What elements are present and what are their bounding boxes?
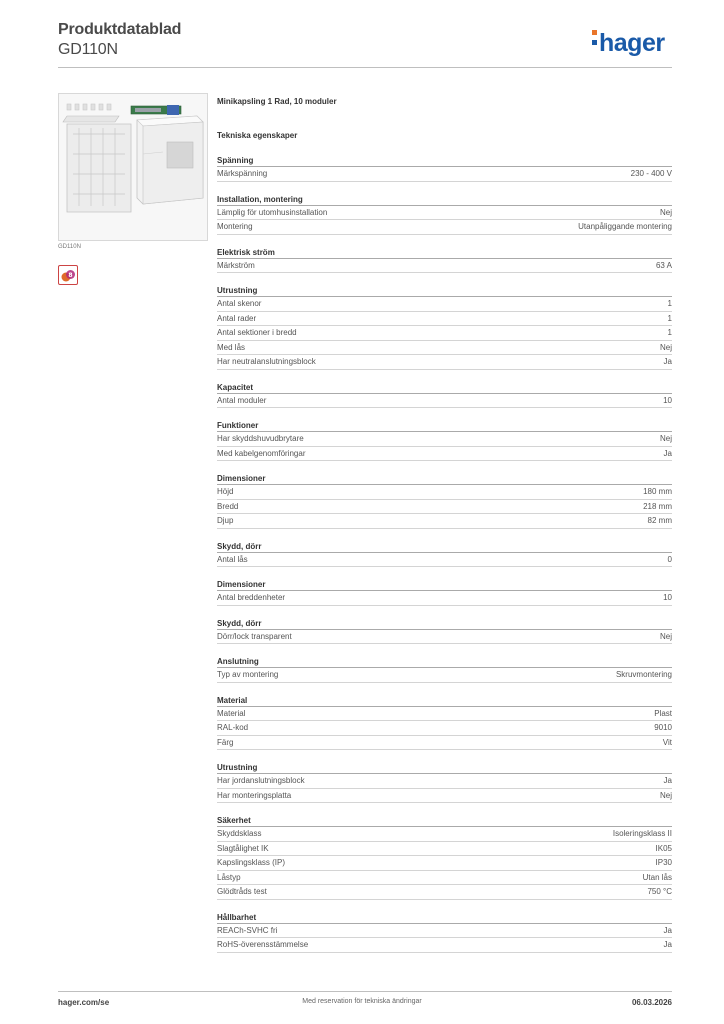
spec-value: Ja (663, 776, 672, 785)
spec-value: 1 (667, 313, 672, 323)
spec-label: Typ av montering (217, 670, 279, 679)
spec-group-title: Utrustning (217, 285, 672, 297)
spec-label: Har skyddshuvudbrytare (217, 434, 304, 443)
spec-label: Låstyp (217, 872, 241, 882)
spec-group (217, 618, 672, 645)
document-title: Produktdatablad (58, 21, 182, 38)
spec-value: Nej (659, 790, 672, 800)
spec-group-title: Material (217, 695, 672, 707)
spec-group-title: Skydd, dörr (217, 541, 672, 553)
technical-specifications (217, 95, 672, 953)
product-name: Minikapsling 1 Rad, 10 moduler (217, 97, 337, 106)
spec-group (217, 382, 672, 409)
spec-group-title: Dimensioner (217, 473, 672, 485)
spec-group-title: Spänning (217, 155, 672, 167)
spec-row (217, 355, 672, 370)
spec-value: Ja (663, 925, 672, 935)
spec-label: Djup (217, 516, 234, 525)
spec-value: 750 °C (647, 887, 672, 896)
spec-value: 218 mm (643, 501, 672, 511)
spec-group (217, 420, 672, 461)
spec-label: Har jordanslutningsblock (217, 776, 305, 785)
spec-label: Material (217, 708, 246, 718)
spec-row (217, 924, 672, 939)
spec-value: 230 - 400 V (630, 169, 672, 178)
spec-label: Färg (217, 737, 234, 747)
spec-label: Glödtråds test (217, 887, 267, 896)
spec-row (217, 326, 672, 341)
spec-row (217, 297, 672, 312)
spec-group (217, 579, 672, 606)
spec-group-title: Utrustning (217, 762, 672, 774)
spec-group (217, 695, 672, 751)
spec-group-title: Skydd, dörr (217, 618, 672, 630)
spec-group-title: Installation, montering (217, 194, 672, 206)
spec-value: Ja (663, 357, 672, 366)
spec-label: RoHS-överensstämmelse (217, 940, 309, 949)
spec-value: Vit (662, 737, 672, 747)
spec-label: Har monteringsplatta (217, 790, 292, 800)
spec-row (217, 668, 672, 683)
spec-value: 1 (667, 299, 672, 308)
hager-logo (592, 26, 665, 58)
spec-value: Plast (654, 708, 672, 718)
spec-label: Höjd (217, 487, 234, 496)
spec-value: Isoleringsklass II (612, 829, 672, 838)
product-image (58, 93, 208, 241)
spec-row (217, 432, 672, 447)
spec-value: 1 (667, 328, 672, 337)
spec-value: Nej (659, 434, 672, 443)
spec-value: Utan lås (642, 872, 672, 882)
spec-label: Antal lås (217, 554, 248, 564)
spec-group (217, 762, 672, 803)
spec-row (217, 721, 672, 736)
footer-website: hager.com/se (58, 998, 110, 1007)
spec-label: Märkspänning (217, 169, 268, 178)
enclosure-illustration-icon (59, 94, 207, 240)
logo-dots-icon (592, 25, 598, 50)
spec-label: REACh-SVHC fri (217, 925, 278, 935)
spec-group-title: Elektrisk ström (217, 247, 672, 259)
header-divider (58, 67, 672, 68)
spec-value: Ja (663, 448, 672, 458)
spec-row (217, 167, 672, 182)
spec-label: Kapslingsklass (IP) (217, 858, 286, 867)
spec-row (217, 827, 672, 842)
spec-group-title: Säkerhet (217, 815, 672, 827)
spec-value: Skruvmontering (615, 670, 672, 679)
spec-value: 9010 (654, 723, 672, 732)
spec-row (217, 707, 672, 722)
spec-row (217, 553, 672, 568)
spec-row (217, 591, 672, 606)
spec-group (217, 815, 672, 900)
halogen-free-icon (59, 266, 77, 284)
spec-label: Med lås (217, 342, 246, 352)
spec-value: 0 (667, 554, 672, 564)
spec-value: 82 mm (647, 516, 672, 525)
spec-label: Bredd (217, 501, 239, 511)
spec-row (217, 856, 672, 871)
spec-row (217, 630, 672, 645)
footer-disclaimer: Med reservation för tekniska ändringar (302, 998, 422, 1005)
spec-row (217, 220, 672, 235)
spec-label: Märkström (217, 260, 255, 270)
spec-label: Antal sektioner i bredd (217, 328, 297, 337)
spec-group-title: Hållbarhet (217, 912, 672, 924)
spec-row (217, 485, 672, 500)
spec-row (217, 514, 672, 529)
spec-row (217, 341, 672, 356)
spec-row (217, 885, 672, 900)
spec-label: Montering (217, 222, 253, 231)
spec-value: Utanpåliggande montering (578, 222, 672, 231)
spec-group (217, 473, 672, 529)
spec-label: RAL-kod (217, 723, 249, 732)
spec-row (217, 259, 672, 274)
spec-value: Nej (659, 631, 672, 641)
spec-label: Antal rader (217, 313, 257, 323)
spec-group (217, 285, 672, 370)
spec-group (217, 194, 672, 235)
spec-heading: Tekniska egenskaper (217, 131, 298, 140)
spec-group (217, 912, 672, 953)
spec-value: 10 (663, 593, 672, 602)
spec-label: Med kabelgenomföringar (217, 448, 306, 458)
spec-value: Nej (659, 342, 672, 352)
spec-row (217, 447, 672, 462)
spec-row (217, 312, 672, 327)
spec-label: Lämplig för utomhusinstallation (217, 207, 328, 217)
spec-row (217, 789, 672, 804)
spec-value: IP30 (655, 858, 672, 867)
spec-group (217, 247, 672, 274)
spec-label: Antal moduler (217, 395, 267, 405)
spec-value: 63 A (655, 260, 672, 270)
spec-row (217, 871, 672, 886)
spec-group (217, 541, 672, 568)
spec-label: Antal breddenheter (217, 593, 286, 602)
spec-row (217, 842, 672, 857)
spec-group-title: Anslutning (217, 656, 672, 668)
document-header (58, 20, 181, 60)
spec-group-title: Dimensioner (217, 579, 672, 591)
product-code: GD110N (58, 41, 118, 58)
logo-text: hager (599, 29, 665, 57)
svg-text:8: 8 (68, 272, 73, 279)
certification-badge (58, 265, 78, 285)
spec-row (217, 394, 672, 409)
footer-divider (58, 991, 672, 992)
spec-label: Har neutralanslutningsblock (217, 357, 316, 366)
spec-group (217, 656, 672, 683)
spec-row (217, 774, 672, 789)
spec-row (217, 500, 672, 515)
spec-value: IK05 (655, 843, 672, 853)
spec-row (217, 938, 672, 953)
spec-groups (217, 155, 672, 953)
spec-row (217, 206, 672, 221)
spec-label: Dörr/lock transparent (217, 631, 292, 641)
spec-value: 10 (663, 395, 672, 405)
spec-group-title: Kapacitet (217, 382, 672, 394)
spec-label: Skyddsklass (217, 829, 262, 838)
spec-row (217, 736, 672, 751)
spec-group-title: Funktioner (217, 420, 672, 432)
spec-value: 180 mm (643, 487, 672, 496)
image-caption: GD110N (58, 244, 81, 250)
footer-date: 06.03.2026 (631, 998, 672, 1007)
spec-group (217, 155, 672, 182)
spec-label: Slagtålighet IK (217, 843, 269, 853)
spec-value: Ja (663, 940, 672, 949)
spec-label: Antal skenor (217, 299, 262, 308)
spec-value: Nej (659, 207, 672, 217)
